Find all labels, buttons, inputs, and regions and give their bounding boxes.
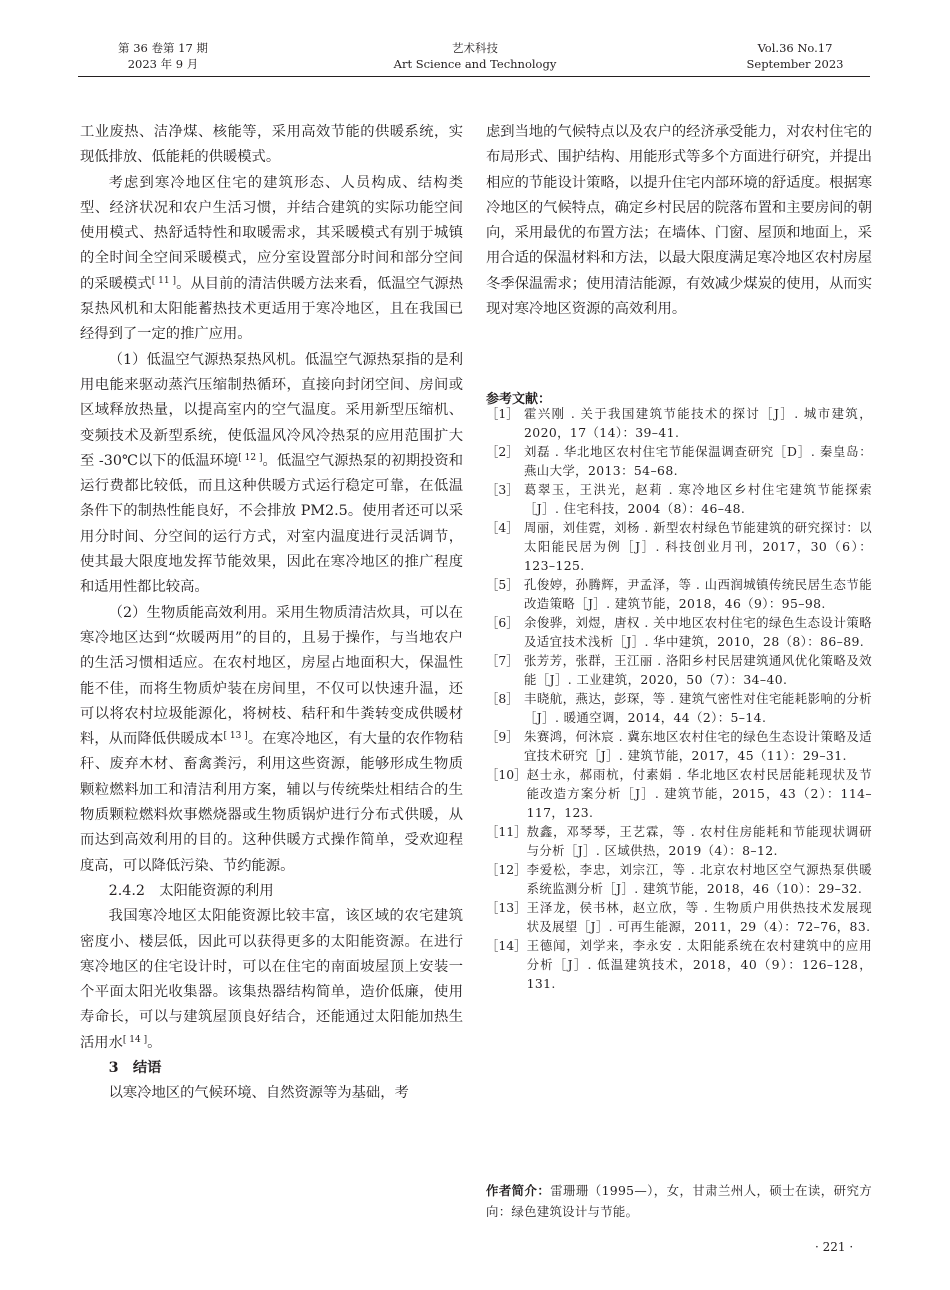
paragraph: 虑到当地的气候特点以及农户的经济承受能力，对农村住宅的布局形式、围护结构、用能形式等多个方面进行研究，并提出相应的节能设计策略，以提升住宅内部环境的舒适度。根据寒冷地区的气候特点，确定乡村民居的院落布置和主要房间的朝向，采用最优的布置方法；在墙体、门窗、屋顶和地面上，采用合适的保温材料和方法，以最大限度满足寒冷地区农村房屋冬季保温需求；使用清洁能源，有效减少煤炭的使用，从而实现对寒冷地区资源的高效利用。 [486, 124, 873, 318]
paragraph: 考虑到寒冷地区住宅的建筑形态、人员构成、结构类型、经济状况和农户生活习惯，并结合建筑的实际功能空间使用模式、热舒适特性和取暖需求，其采暖模式有别于城镇的全时间全空间采暖模式，应分室设置部分时间和部分空间的采暖模式[ 11 ]。从目前的清洁供暖方法来看，低温空气源热泵热风机和太阳能蓄热技术更适用于寒冷地区，且在我国已经得到了一定的推广应用。 [80, 174, 464, 343]
references-list [486, 404, 872, 993]
section-heading-3: 3 结语 [108, 1059, 162, 1076]
issue-date-en: September 2023 [746, 57, 844, 71]
citation: [ 14 ] [122, 1034, 148, 1045]
paragraph: 我国寒冷地区太阳能资源比较丰富，该区域的农宅建筑密度小、楼层低，因此可以获得更多的太阳能资源。在进行寒冷地区的住宅设计时，可以在住宅的南面坡屋顶上安装一个平面太阳光收集器。该集热器结构简单，造价低廉，使用寿命长，可以与建筑屋顶良好结合，还能通过太阳能加热生活用水[ 14 ]。 [80, 908, 463, 1051]
journal-title-en: Art Science and Technology [393, 57, 557, 71]
author-bio-label: 作者简介： [486, 1183, 551, 1198]
right-column [486, 120, 872, 322]
reference-item: ［8］ 丰晓航，燕达，彭琛，等 . 建筑气密性对住宅能耗影响的分析［J］. 暖通空调，2014，44（2）：5–14. [486, 691, 872, 725]
citation: [ 12 ] [238, 452, 263, 463]
reference-item: ［10］ 赵士永，郝雨杭，付素娟 . 华北地区农村民居能耗现状及节能改造方案分析［J］. 建筑节能，2015，43（2）：114–117，123. [486, 767, 872, 820]
reference-item: ［12］ 李爱松，李忠，刘宗江，等 . 北京农村地区空气源热泵供暖系统监测分析［J］. 建筑节能，2018，46（10）：29–32. [486, 862, 872, 896]
volume-issue-en: Vol.36 No.17 [757, 41, 833, 55]
journal-title [350, 40, 600, 72]
journal-title-cn: 艺术科技 [452, 41, 498, 55]
page-number: · 221 · [815, 1240, 854, 1254]
journal-issue-en [730, 40, 860, 72]
reference-item: ［6］ 余俊骅，刘煜，唐权 . 关中地区农村住宅的绿色生态设计策略及适宜技术浅析［J］. 华中建筑，2010，28（8）：86–89. [486, 615, 872, 649]
reference-item: ［11］ 敖鑫，邓琴琴，王艺霖，等 . 农村住房能耗和节能现状调研与分析［J］. 区域供热，2019（4）：8–12. [486, 824, 872, 858]
page-header [0, 40, 950, 74]
issue-date: 2023 年 9 月 [127, 57, 199, 71]
paragraph: （2）生物质能高效利用。采用生物质清洁炊具，可以在寒冷地区达到“炊暖两用”的目的，且易于操作，与当地农户的生活习惯相适应。在农村地区，房屋占地面积大，保温性能不佳，而将生物质炉装在房间里，不仅可以快速升温，还可以将农村垃圾能源化，将树枝、秸秆和牛粪转变成供暖材料，从而降低供暖成本[ 13 ]。在寒冷地区，有大量的农作物秸秆、废弃木材、畜禽粪污，利用这些资源，能够形成生物质颗粒燃料加工和清洁利用方案，辅以与传统柴灶相结合的生物质颗粒燃料炊事燃烧器或生物质锅炉进行分布式供暖，从而达到高效利用的目的。这种供暖方式操作简单，受欢迎程度高，可以降低污染、节约能源。 [80, 604, 464, 874]
left-column [80, 120, 463, 1107]
volume-issue: 第 36 卷第 17 期 [118, 41, 208, 55]
author-bio-text: 雷珊珊（1995—），女，甘肃兰州人，硕士在读，研究方向：绿色建筑设计与节能。 [486, 1183, 872, 1219]
reference-item: ［14］ 王德闻，刘学来，李永安 . 太阳能系统在农村建筑中的应用分析［J］. 低温建筑技术，2018，40（9）：126–128，131. [486, 938, 872, 991]
reference-item: ［3］ 葛翠玉，王洪光，赵莉 . 寒冷地区乡村住宅建筑节能探索［J］. 住宅科技，2004（8）：46–48. [486, 482, 872, 516]
reference-item: ［5］ 孔俊婷，孙腾辉，尹孟泽，等 . 山西润城镇传统民居生态节能改造策略［J］. 建筑节能，2018，46（9）：95–98. [486, 577, 872, 611]
reference-item: ［1］ 霍兴刚 . 关于我国建筑节能技术的探讨［J］. 城市建筑，2020，17（14）：39–41. [486, 406, 872, 440]
header-rule [78, 76, 870, 77]
reference-item: ［4］ 周丽，刘佳霓，刘杨 . 新型农村绿色节能建筑的研究探讨：以太阳能民居为例［J］. 科技创业月刊，2017，30（6）：123–125. [486, 520, 872, 573]
paragraph: （1）低温空气源热泵热风机。低温空气源热泵指的是利用电能来驱动蒸汽压缩制热循环，直接向封闭空间、房间或区域释放热量，以提高室内的空气温度。采用新型压缩机、变频技术及新型系统，使低温风冷风冷热泵的应用范围扩大至 -30℃以下的低温环境[ 12 ]。低温空气源热泵的初期投资和运行费都比较低，而且这种供暖方式运行稳定可靠，在低温条件下的制热性能良好，不会排放 PM2.5。使用者还可以采用分时间、分空间的运行方式，对室内温度进行灵活调节，使其最大限度地发挥节能效果，因此在寒冷地区的推广程度和适用性都比较高。 [80, 351, 464, 596]
reference-item: ［13］ 王泽龙，侯书林，赵立欣，等 . 生物质户用供热技术发展现状及展望［J］. 可再生能源，2011，29（4）：72–76，83. [486, 900, 872, 934]
citation: [ 11 ] [151, 275, 177, 286]
section-heading-2-4-2: 2.4.2 太阳能资源的利用 [108, 882, 274, 899]
references-title: 参考文献： [486, 392, 552, 407]
paragraph: 工业废热、洁净煤、核能等，采用高效节能的供暖系统，实现低排放、低能耗的供暖模式。 [80, 124, 463, 166]
reference-item: ［2］ 刘磊 . 华北地区农村住宅节能保温调查研究［D］. 秦皇岛：燕山大学，2013：54–68. [486, 444, 872, 478]
citation: [ 13 ] [223, 731, 248, 742]
paragraph: 以寒冷地区的气候环境、自然资源等为基础，考 [108, 1085, 409, 1102]
reference-item: ［7］ 张芳芳，张群，王江丽 . 洛阳乡村民居建筑通风优化策略及效能［J］. 工业建筑，2020，50（7）：34–40. [486, 653, 872, 687]
reference-item: ［9］ 朱赛鸿，何沐宸 . 冀东地区农村住宅的绿色生态设计策略及适宜技术研究［J］. 建筑节能，2017，45（11）：29–31. [486, 729, 872, 763]
author-bio [486, 1180, 872, 1222]
journal-issue [108, 40, 218, 72]
